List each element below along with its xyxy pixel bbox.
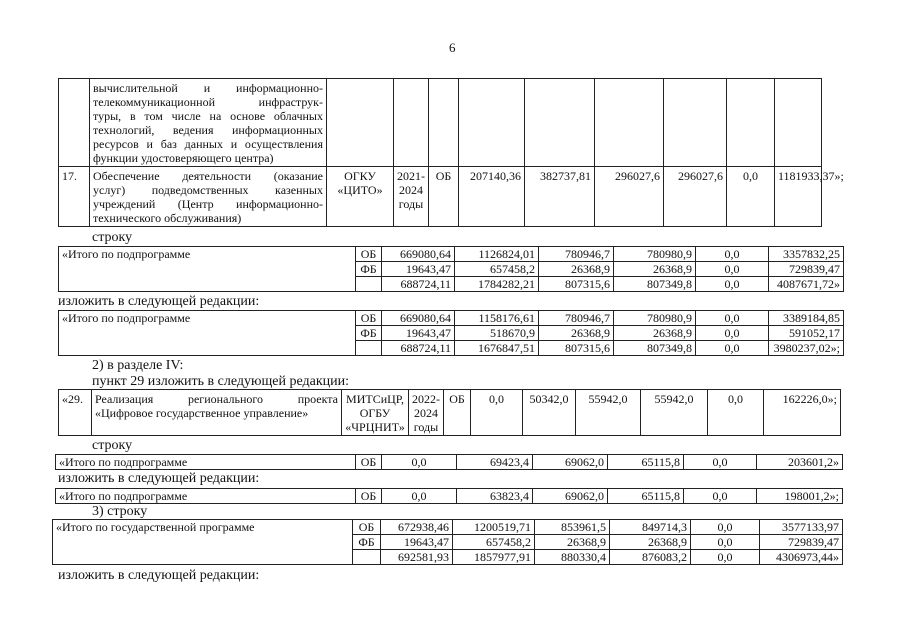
label-izlozhit-2: изложить в следующей редакции: [58, 471, 260, 486]
table-cell: ОБ [356, 247, 382, 262]
table-cell: 729839,47 [760, 535, 843, 550]
table-cell: 780980,9 [614, 247, 696, 262]
table-cell: 688724,11 [382, 277, 455, 292]
table-cell: 807349,8 [614, 341, 696, 356]
table-cell: 0,0 [691, 535, 760, 550]
table-row [59, 247, 844, 262]
table-cell [429, 79, 459, 167]
table-cell: 807315,6 [539, 341, 614, 356]
table-cell: 692581,93 [381, 550, 453, 565]
table-cell: 849714,3 [610, 520, 691, 535]
table-cell: 26368,9 [614, 262, 696, 277]
table-cell: 780946,7 [539, 247, 614, 262]
item-29-table [58, 389, 841, 436]
table-cell: 19643,47 [382, 262, 455, 277]
table-cell [595, 79, 664, 167]
table-cell [525, 79, 595, 167]
table-cell [356, 341, 382, 356]
subprogram-total-new [58, 310, 844, 356]
row-title: «Итого по государственной программе [53, 520, 353, 565]
table-cell: 0,0 [696, 326, 769, 341]
table-cell [394, 79, 429, 167]
label-izlozhit-3: изложить в следующей редакции: [58, 568, 260, 583]
table-cell: 26368,9 [539, 326, 614, 341]
table-cell: 657458,2 [453, 535, 535, 550]
table-cell [353, 550, 381, 565]
table-cell: 669080,64 [382, 247, 455, 262]
table-cell: 3980237,02»; [769, 341, 844, 356]
table-cell: 65115,8 [608, 455, 684, 470]
table-cell [664, 79, 727, 167]
table-row-continuation [59, 79, 822, 167]
value-cell: 0,0 [471, 390, 523, 436]
table-cell: 3389184,85 [769, 311, 844, 326]
table-cell: 591052,17 [769, 326, 844, 341]
table-cell: 0,0 [382, 489, 457, 504]
row-title: «Итого по подпрограмме [56, 455, 356, 470]
period: 2022- 2024 годы [409, 390, 444, 436]
table-cell: ОБ [356, 311, 382, 326]
subprogram-total-2-old [55, 454, 843, 470]
table-cell: ОБ [356, 489, 382, 504]
table-cell: 0,0 [684, 489, 757, 504]
table-cell: 672938,46 [381, 520, 453, 535]
value-cell: 382737,81 [525, 167, 595, 227]
table-cell: 63823,4 [457, 489, 533, 504]
table-cell: 1200519,71 [453, 520, 535, 535]
executor: ОГКУ «ЦИТО» [327, 167, 394, 227]
table-cell: 0,0 [696, 311, 769, 326]
table-cell: 1126824,01 [455, 247, 539, 262]
value-cell: 1181933,37»; [775, 167, 822, 227]
table-cell: 807349,8 [614, 277, 696, 292]
table-cell: ФБ [353, 535, 381, 550]
table-cell [356, 277, 382, 292]
program-table-continued [58, 78, 844, 227]
table-cell: 19643,47 [382, 326, 455, 341]
period: 2021- 2024 годы [394, 167, 429, 227]
table-cell: 69062,0 [533, 455, 608, 470]
table-cell [775, 79, 822, 167]
activity-name: Обеспечение деятельности (оказание услуг) подведомственных казенных учреждений (Центр информационно- технического обслуживания) [90, 167, 327, 227]
table-cell: 1158176,61 [455, 311, 539, 326]
table-cell: 729839,47 [769, 262, 844, 277]
table-cell: 807315,6 [539, 277, 614, 292]
table-cell: 0,0 [691, 520, 760, 535]
subprogram-total-2-new [55, 488, 843, 504]
state-program-total [52, 519, 843, 565]
value-cell: 296027,6 [664, 167, 727, 227]
table-cell: 780980,9 [614, 311, 696, 326]
table-cell [327, 79, 394, 167]
funding-source: ОБ [444, 390, 471, 436]
table-cell: ФБ [356, 262, 382, 277]
label-stroku-2: строку [92, 438, 133, 453]
table-cell [727, 79, 775, 167]
table-cell: 203601,2» [757, 455, 843, 470]
label-3-stroku: 3) строку [92, 504, 148, 519]
row-number: 17. [59, 167, 90, 227]
label-point-29: пункт 29 изложить в следующей редакции: [92, 374, 349, 389]
table-cell: 876083,2 [610, 550, 691, 565]
table-cell [59, 79, 90, 167]
table-cell: 853961,5 [535, 520, 610, 535]
table-cell: 688724,11 [382, 341, 455, 356]
value-cell: 55942,0 [641, 390, 708, 436]
label-izlozhit-1: изложить в следующей редакции: [58, 294, 260, 309]
value-cell: 207140,36 [459, 167, 525, 227]
label-section-4: 2) в разделе IV: [92, 358, 184, 373]
value-cell: 296027,6 [595, 167, 664, 227]
table-cell: ОБ [353, 520, 381, 535]
table-cell: 4306973,44» [760, 550, 843, 565]
table-cell: 1676847,51 [455, 341, 539, 356]
table-cell: 65115,8 [608, 489, 684, 504]
table-cell: 3357832,25 [769, 247, 844, 262]
table-cell: 518670,9 [455, 326, 539, 341]
table-cell: 1784282,21 [455, 277, 539, 292]
table-row-29 [59, 390, 841, 436]
funding-source: ОБ [429, 167, 459, 227]
table-cell: 669080,64 [382, 311, 455, 326]
table-cell: 26368,9 [535, 535, 610, 550]
value-cell: 0,0 [727, 167, 775, 227]
table-cell: 780946,7 [539, 311, 614, 326]
value-cell: 50342,0 [523, 390, 576, 436]
table-cell: 198001,2»; [757, 489, 843, 504]
table-cell: 0,0 [684, 455, 757, 470]
value-cell: 0,0 [708, 390, 764, 436]
table-cell: 657458,2 [455, 262, 539, 277]
value-cell: 162226,0»; [764, 390, 841, 436]
row-number: «29. [59, 390, 92, 436]
table-cell: 880330,4 [535, 550, 610, 565]
value-cell: 55942,0 [576, 390, 641, 436]
table-cell: 0,0 [696, 277, 769, 292]
executor: МИТСиЦР, ОГБУ «ЧРЦНИТ» [342, 390, 409, 436]
table-row [56, 489, 843, 504]
table-cell [459, 79, 525, 167]
table-cell: 19643,47 [381, 535, 453, 550]
continued-activity-name: вычислительной и информационно- телекоммуникационной инфраструк- туры, в том числе на основе облачных технологий, ведения информационных ресурсов и баз данных и осуществления функции удостоверяющего центра) [90, 79, 327, 167]
table-row [56, 455, 843, 470]
row-title: «Итого по подпрограмме [59, 311, 356, 356]
table-cell: 69062,0 [533, 489, 608, 504]
row-title: «Итого по подпрограмме [56, 489, 356, 504]
table-row [53, 520, 843, 535]
page-number: 6 [449, 40, 456, 55]
table-cell: ОБ [356, 455, 382, 470]
subprogram-total-old [58, 246, 844, 292]
table-cell: 0,0 [696, 341, 769, 356]
table-cell: 0,0 [382, 455, 457, 470]
table-row-17 [59, 167, 822, 227]
table-cell: 0,0 [691, 550, 760, 565]
table-cell: 0,0 [696, 262, 769, 277]
table-cell: 3577133,97 [760, 520, 843, 535]
row-title: «Итого по подпрограмме [59, 247, 356, 292]
table-cell: 26368,9 [539, 262, 614, 277]
table-cell: 26368,9 [610, 535, 691, 550]
table-cell: 26368,9 [614, 326, 696, 341]
table-cell: 69423,4 [457, 455, 533, 470]
activity-name: Реализация регионального проекта «Цифровое государственное управление» [92, 390, 342, 436]
table-cell: 1857977,91 [453, 550, 535, 565]
table-cell: 4087671,72» [769, 277, 844, 292]
table-cell: ФБ [356, 326, 382, 341]
label-stroku-1: строку [92, 230, 133, 245]
table-row [59, 311, 844, 326]
table-cell: 0,0 [696, 247, 769, 262]
